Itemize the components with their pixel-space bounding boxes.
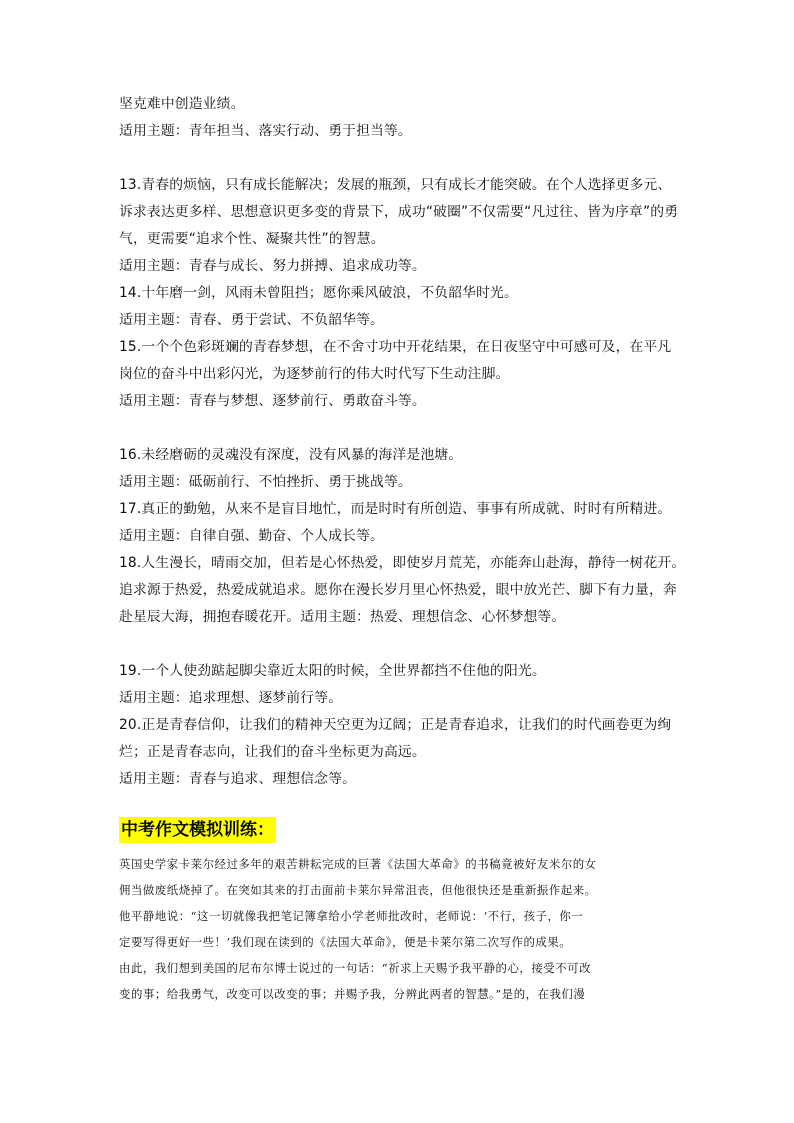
paragraph-gap <box>119 631 689 658</box>
quote-theme: 适用主题：青春与成长、努力拼搏、追求成功等。 <box>119 258 426 274</box>
quote-theme: 适用主题：青年担当、落实行动、勇于担当等。 <box>119 123 412 139</box>
quote-line: 坚克难中创造业绩。 <box>119 96 245 112</box>
quote-line: 赴星辰大海，拥抱春暖花开。适用主题：热爱、理想信念、心怀梦想等。 <box>119 609 566 625</box>
exercise-line: 佣当做废纸烧掉了。在突如其来的打击面前卡莱尔异常沮丧，但他很快还是重新振作起来。 <box>119 883 597 897</box>
quote-line: 17.真正的勤勉，从来不是盲目地忙，而是时时有所创造、事事有所成就、时时有所精进。 <box>119 501 672 517</box>
quote-line: 追求源于热爱，热爱成就追求。愿你在漫长岁月里心怀热爱，眼中放光芒、脚下有力量，奔 <box>119 582 677 598</box>
quote-line: 18.人生漫长，晴雨交加，但若是心怀热爱，即使岁月荒芜，亦能奔山赴海，静待一树花开。 <box>119 555 686 571</box>
quote-line: 岗位的奋斗中出彩闪光，为逐梦前行的伟大时代写下生动注脚。 <box>119 366 510 382</box>
paragraph-gap <box>119 145 689 172</box>
quote-theme: 适用主题：青春、勇于尝试、不负韶华等。 <box>119 312 384 328</box>
quote-theme: 适用主题：自律自强、勤奋、个人成长等。 <box>119 528 384 544</box>
quote-theme: 适用主题：青春与梦想、逐梦前行、勇敢奋斗等。 <box>119 393 426 409</box>
quote-line: 16.未经磨砺的灵魂没有深度，没有风暴的海洋是池塘。 <box>119 447 463 463</box>
quote-line: 20.正是青春信仰，让我们的精神天空更为辽阔；正是青春追求，让我们的时代画卷更为绚 <box>119 717 672 733</box>
quote-line: 诉求表达更多样、思想意识更多变的背景下，成功“破圈”不仅需要“凡过往、皆为序章”的勇 <box>119 204 679 220</box>
exercise-passage <box>119 851 689 1007</box>
quote-line: 19.一个人使劲踮起脚尖靠近太阳的时候，全世界都挡不住他的阳光。 <box>119 663 546 679</box>
exercise-line: 变的事；给我勇气，改变可以改变的事；并赐予我，分辨此两者的智慧。”是的，在我们漫 <box>119 987 586 1001</box>
exercise-line: 英国史学家卡莱尔经过多年的艰苦耕耘完成的巨著《法国大革命》的书稿竟被好友米尔的女 <box>119 857 597 871</box>
quote-line: 15.一个个色彩斑斓的青春梦想，在不舍寸功中开花结果，在日夜坚守中可感可及，在平凡 <box>119 339 672 355</box>
quote-theme: 适用主题：砥砺前行、不怕挫折、勇于挑战等。 <box>119 474 412 490</box>
document-content <box>119 91 689 1007</box>
quote-theme: 适用主题：追求理想、逐梦前行等。 <box>119 690 343 706</box>
section-heading: 中考作文模拟训练： <box>119 817 276 843</box>
quote-theme: 适用主题：青春与追求、理想信念等。 <box>119 771 357 787</box>
exercise-line: 定要写得更好一些！’我们现在读到的《法国大革命》，便是卡莱尔第二次写作的成果。 <box>119 935 572 949</box>
exercise-line: 他平静地说：“这一切就像我把笔记簿拿给小学老师批改时，老师说：‘不行，孩子，你一 <box>119 909 584 923</box>
quote-line: 烂；正是青春志向，让我们的奋斗坐标更为高远。 <box>119 744 426 760</box>
quote-line: 14.十年磨一剑，风雨未曾阻挡；愿你乘风破浪，不负韶华时光。 <box>119 285 518 301</box>
quote-line: 气，更需要“追求个性、凝聚共性”的智慧。 <box>119 231 385 247</box>
quote-line: 13.青春的烦恼，只有成长能解决；发展的瓶颈，只有成长才能突破。在个人选择更多元、 <box>119 177 672 193</box>
paragraph-gap <box>119 415 689 442</box>
exercise-line: 由此，我们想到美国的尼布尔博士说过的一句话：“祈求上天赐予我平静的心，接受不可改 <box>119 961 592 975</box>
section-heading-wrap <box>119 817 689 845</box>
